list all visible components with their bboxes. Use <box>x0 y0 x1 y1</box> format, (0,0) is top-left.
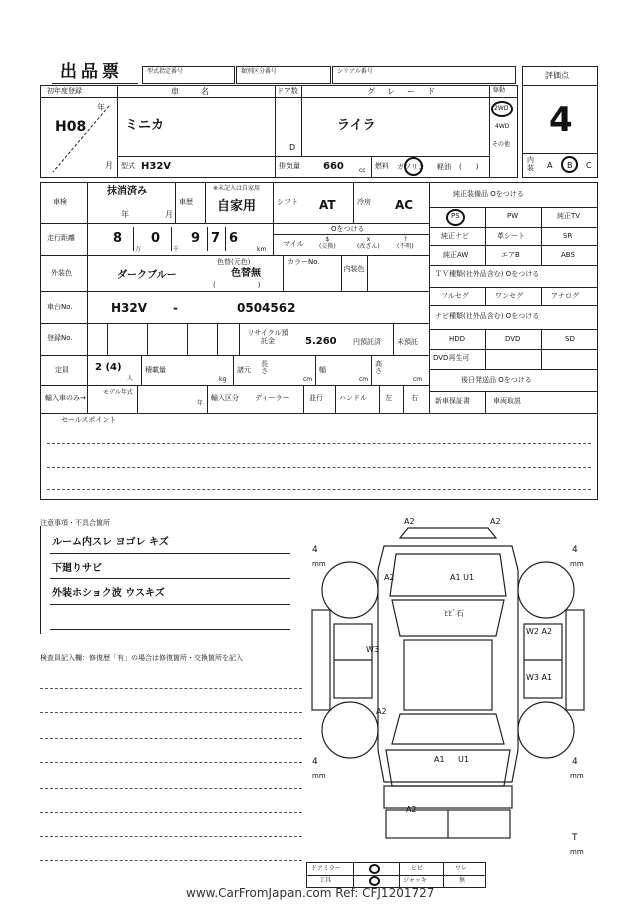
equip-ps: PS <box>451 212 460 220</box>
dims-width-unit: cm <box>359 376 369 383</box>
interior-b-circle <box>561 156 578 173</box>
import-dealer: ディーラー <box>255 394 290 402</box>
details-box <box>40 182 598 500</box>
equip-aw: 純正AW <box>443 251 469 259</box>
damage-label-2: A2 <box>490 517 501 526</box>
import-model-year: モデル年式 <box>103 389 133 396</box>
aftermarket-title: 後日発送品 Oをつける <box>461 376 532 384</box>
type-label: 型式 <box>121 162 135 170</box>
damage-label-11: U1 <box>458 755 469 764</box>
type-value: H32V <box>141 161 172 172</box>
inspection-month-unit: 月 <box>165 210 173 219</box>
tire-depth-rr: 4 <box>572 757 578 767</box>
mileage-sen: 千 <box>173 246 180 253</box>
navi-sd: SD <box>565 335 575 343</box>
tire-depth-spare: T <box>572 833 578 843</box>
history-label: 車歴 <box>179 198 193 206</box>
import-label: 輸入車のみ→ <box>45 394 86 402</box>
drive-2wd-circle <box>491 101 513 117</box>
load-label: 積載量 <box>145 366 166 374</box>
tire-mm-fl: mm <box>312 560 326 568</box>
inspection-label: 車検 <box>53 198 67 206</box>
damage-label-5: ﾋﾋﾞ石 <box>444 609 464 618</box>
mileage-mile: マイル <box>283 240 304 248</box>
serial-label: シリアル番号 <box>337 68 373 75</box>
damage-label-10: A1 <box>434 755 445 764</box>
drive-option-other: その他 <box>492 141 511 148</box>
tv-fullseg: フルセグ <box>441 292 469 300</box>
navi-dvd: DVD <box>505 335 521 343</box>
inspection-value: 抹消済み <box>107 186 147 197</box>
mileage-exchange: $ (交換) <box>319 236 336 251</box>
dims-length: 長さ <box>261 360 268 375</box>
grade-value: ライラ <box>337 118 376 133</box>
first-reg-label: 初年度登録 <box>47 87 82 95</box>
note-item-2: 下廻りサビ <box>52 563 102 574</box>
mileage-digit-2: 0 <box>151 231 161 246</box>
equip-airbag: エアB <box>501 251 520 259</box>
first-reg-year: H08 <box>55 119 87 135</box>
recycle-value: 5.260 <box>305 336 337 347</box>
damage-label-12: A2 <box>406 805 417 814</box>
import-parallel: 並行 <box>309 394 323 402</box>
tire-depth-fr: 4 <box>572 545 578 555</box>
equip-navi: 純正ナビ <box>441 232 469 240</box>
damage-label-7: W2 A2 <box>526 627 553 636</box>
damage-label-8: W3 A1 <box>526 673 553 682</box>
history-note: ※未記入は自家用 <box>213 185 261 192</box>
vehicle-info-box <box>40 85 518 178</box>
import-handle: ハンドル <box>339 394 367 402</box>
dims-width: 幅 <box>319 366 326 374</box>
tire-depth-rl: 4 <box>312 757 318 767</box>
dims-height: 高さ <box>375 360 382 375</box>
recycle-unit: 円預託済 <box>353 338 381 346</box>
dims-height-unit: cm <box>413 376 423 383</box>
navi-hdd: HDD <box>449 335 466 343</box>
first-reg-month-unit: 月 <box>105 161 113 170</box>
drive-label: 駆動 <box>493 87 506 94</box>
crack-label: ヒビ <box>411 865 424 872</box>
color-value: ダークブルー <box>117 270 177 281</box>
mileage-digit-1: 8 <box>113 231 123 246</box>
serial-box <box>332 66 516 84</box>
recycle-unpaid: 未預託 <box>397 338 418 346</box>
mileage-label: 走行距離 <box>47 234 75 242</box>
dims-label: 諸元 <box>237 366 251 374</box>
note-item-3: 外装ホショク波 ウスキズ <box>52 588 165 599</box>
equip-tv: 純正TV <box>557 212 581 220</box>
capacity-unit: 人 <box>127 375 134 382</box>
note-item-1: ルーム内スレ ヨゴレ キズ <box>52 537 169 548</box>
capacity-value: 2 (4) <box>95 362 122 373</box>
fuel-paren: ( ) <box>459 163 479 171</box>
model-cert-label: 型式指定番号 <box>147 68 184 75</box>
aftermarket-warranty: 新車保証書 <box>435 397 470 405</box>
repaint-label: 色替(元色) <box>217 258 251 266</box>
fuel-light-oil: 軽油 <box>437 163 451 171</box>
none-label: 無 <box>459 877 466 884</box>
doors-value: D <box>289 143 296 152</box>
registration-label: 登録No. <box>47 334 73 342</box>
door-mirror-label: ドアミラー <box>311 865 341 872</box>
interior-option-b: B <box>567 161 573 170</box>
tire-mm-fr: mm <box>570 560 584 568</box>
shift-value: AT <box>319 198 336 212</box>
interior-label: 内装 <box>527 156 534 172</box>
door-mirror-circle <box>369 864 380 874</box>
interior-option-c: C <box>586 161 592 170</box>
import-left: 左 <box>385 394 392 402</box>
shift-label: シフト <box>277 198 298 206</box>
car-name-label: 車 名 <box>171 87 211 96</box>
damage-label-9: A2 <box>376 707 387 716</box>
tv-oneseg: ワンセグ <box>495 292 523 300</box>
score-value: 4 <box>549 100 573 140</box>
interior-color-label: 内装色 <box>343 265 365 273</box>
damage-label-3: A2 <box>384 573 395 582</box>
sales-point-label: セールスポイント <box>61 416 117 424</box>
damage-label-6: W3 <box>366 645 379 654</box>
history-value: 自家用 <box>217 199 257 214</box>
car-name-value: ミニカ <box>125 118 165 133</box>
navi-title: ナビ種類(社外品含む) Oをつける <box>435 312 540 320</box>
first-reg-year-unit: 年 <box>97 103 105 112</box>
chassis-dash: - <box>173 301 178 315</box>
aftermarket-manual: 車両取説 <box>493 397 521 405</box>
repaint-value: 色替無 <box>231 268 261 279</box>
equip-pw: PW <box>507 212 519 220</box>
score-box <box>522 66 598 178</box>
accessory-table <box>306 862 486 888</box>
inspector-label: 検査員記入欄：修復歴「有」の場合は修復箇所・交換箇所を記入 <box>40 654 243 662</box>
tools-label: 工具 <box>319 877 332 884</box>
fuel-value: ガソリン <box>397 163 425 171</box>
class-num-label: 類別区分番号 <box>241 68 278 75</box>
color-no-label: カラーNo. <box>287 258 320 266</box>
dvd-playback: DVD再生可 <box>433 354 470 362</box>
tv-title: ＴＶ種類(社外品含む) Oをつける <box>435 270 540 278</box>
mileage-digit-3: 9 <box>191 231 201 246</box>
damage-label-4: A1 U1 <box>450 573 475 582</box>
grade-label: グ レ ー ド <box>367 87 437 96</box>
tire-mm-spare: mm <box>570 848 584 856</box>
aircon-value: AC <box>395 198 414 212</box>
mileage-digit-5: 6 <box>229 231 239 246</box>
capacity-label: 定員 <box>55 366 69 374</box>
recycle-label: リサイクル預託金 <box>247 329 289 345</box>
equip-leather: 革シート <box>497 232 525 240</box>
tools-circle <box>369 876 380 886</box>
equip-ps-circle <box>446 209 465 226</box>
jack-label: ジャッキ <box>403 877 427 884</box>
repaint-paren: ( ) <box>213 281 261 289</box>
mileage-unknown: ? (不明) <box>397 236 414 251</box>
fuel-gasoline-circle <box>404 157 423 176</box>
mileage-circle-note: Oをつける <box>331 225 365 233</box>
mileage-digit-4: 7 <box>211 231 221 246</box>
genuine-equipment-title: 純正装備品 Oをつける <box>453 190 524 198</box>
aircon-label: 冷房 <box>357 198 371 206</box>
chassis-model: H32V <box>111 301 148 315</box>
import-year-unit: 年 <box>197 400 204 407</box>
damage-label-1: A2 <box>404 517 415 526</box>
model-cert-box <box>142 66 235 84</box>
dims-length-unit: cm <box>303 376 313 383</box>
drive-option-4wd: 4WD <box>495 123 510 130</box>
fuel-label: 燃料 <box>375 162 389 170</box>
page-title: 出品票 <box>60 62 123 82</box>
doors-label: ドア数 <box>277 87 298 95</box>
tire-mm-rr: mm <box>570 772 584 780</box>
chassis-label: 車台No. <box>47 303 73 311</box>
title-underline <box>52 83 138 84</box>
color-label: 外装色 <box>51 269 72 277</box>
equip-abs: ABS <box>561 251 575 259</box>
chassis-number: 0504562 <box>237 301 296 315</box>
mileage-km: km <box>257 246 267 253</box>
load-unit: kg <box>219 376 227 383</box>
class-num-box <box>236 66 331 84</box>
break-label: ワレ <box>455 865 468 872</box>
tire-mm-rl: mm <box>312 772 326 780</box>
tv-analog: アナログ <box>551 292 579 300</box>
first-reg-slash <box>49 98 115 176</box>
notes-label: 注意事項・不具合箇所 <box>40 519 110 527</box>
mileage-tampered: x (改ざん) <box>357 236 380 251</box>
mileage-man: 万 <box>135 246 142 253</box>
import-class: 輸入区分 <box>211 394 239 402</box>
interior-option-a: A <box>547 161 553 170</box>
watermark-text: www.CarFromJapan.com Ref: CFJ1201727 <box>186 886 435 900</box>
displacement-value: 660 <box>323 161 344 172</box>
equip-sr: SR <box>563 232 573 240</box>
import-right: 右 <box>411 394 418 402</box>
displacement-unit: cc <box>359 167 366 174</box>
inspection-year-unit: 年 <box>121 210 129 219</box>
score-label: 評価点 <box>545 71 569 80</box>
car-damage-diagram <box>300 510 600 880</box>
displacement-label: 排気量 <box>279 162 300 170</box>
drive-option-2wd: 2WD <box>494 105 509 112</box>
tire-depth-fl: 4 <box>312 545 318 555</box>
